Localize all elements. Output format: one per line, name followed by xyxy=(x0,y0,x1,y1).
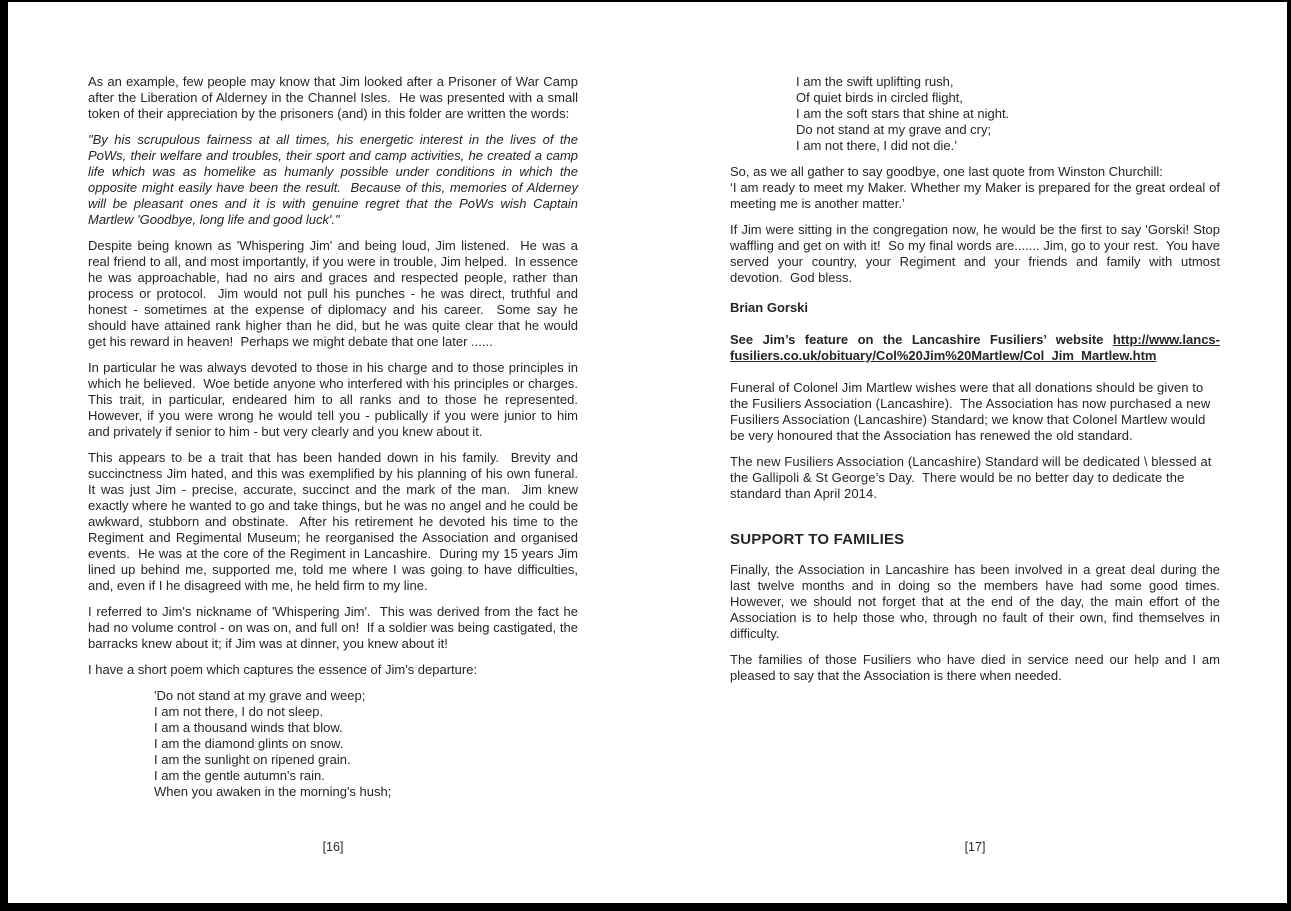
paragraph-pow-camp: As an example, few people may know that Jim looked after a Prisoner of War Camp after the Liberation of Alderney in the Channel Isles. He was presented with a small token of their appreciation by the prisoners (and) in this folder are written the words: xyxy=(88,74,582,121)
paragraph-nickname: I referred to Jim's nickname of 'Whispering Jim'. This was derived from the fact he had no volume control - on was on, and full on! If a soldier was being castigated, the barracks knew about it; if Jim was at dinner, you knew about it! xyxy=(88,604,582,651)
website-reference-text: See Jim’s feature on the Lancashire Fusiliers’ website xyxy=(730,332,1113,347)
section-heading-support-to-families: SUPPORT TO FAMILIES xyxy=(730,531,905,548)
poem-line: I am the soft stars that shine at night. xyxy=(796,106,1010,121)
poem-block-left xyxy=(154,688,578,800)
poem-line: I am not there, I do not sleep. xyxy=(154,704,324,719)
page-left xyxy=(88,74,586,810)
churchill-intro: So, as we all gather to say goodbye, one last quote from Winston Churchill: xyxy=(730,164,1163,179)
signature-brian-gorski: Brian Gorski xyxy=(730,300,809,315)
paragraph-finally: Finally, the Association in Lancashire has been involved in a great deal during the last twelve months and in doing so the members have had some good times. However, we should not forget that at the end of the day, the main effort of the Association is to help those who, through no fault of their own, find themselves in difficulty. xyxy=(730,562,1228,641)
page-number-17: [17] xyxy=(964,840,986,854)
book-spread xyxy=(8,2,1287,903)
poem-line: Do not stand at my grave and cry; xyxy=(796,122,992,137)
poem-line: I am the gentle autumn's rain. xyxy=(154,768,325,783)
page-right xyxy=(730,74,1228,694)
poem-block-right xyxy=(796,74,1220,154)
website-url-link[interactable]: http://www.lancs-fusiliers.co.uk/obituary/Col%20Jim%20Martlew/Col_Jim_Martlew.htm xyxy=(730,332,1220,363)
poem-line: Of quiet birds in circled flight, xyxy=(796,90,963,105)
paragraph-congregation: If Jim were sitting in the congregation now, he would be the first to say 'Gorski! Stop waffling and get on with it! So my final words are....... Jim, go to your rest. You have served your country, your Regiment and your friends and family with utmost devotion. God bless. xyxy=(730,222,1224,285)
paragraph-devoted: In particular he was always devoted to those in his charge and to those principles in which he believed. Woe betide anyone who interfered with his principles or charges. This trait, in particular, endeared him to all ranks and to those he represented. However, if you were wrong he would tell you - publically if you were junior to him and privately if senior to him - but very clearly and you knew about it. xyxy=(88,360,586,439)
poem-line: I am the sunlight on ripened grain. xyxy=(154,752,351,767)
poem-line: I am the diamond glints on snow. xyxy=(154,736,344,751)
poem-line: I am not there, I did not die.’ xyxy=(796,138,958,153)
page-number-16: [16] xyxy=(322,840,344,854)
website-reference xyxy=(730,332,1220,364)
churchill-quote: ‘I am ready to meet my Maker. Whether my Maker is prepared for the great ordeal of meeting me is another matter.’ xyxy=(730,180,1224,211)
paragraph-family-trait: This appears to be a trait that has been handed down in his family. Brevity and succinctness Jim hated, and this was exemplified by his planning of his own funeral. It was just Jim - precise, accurate, succinct and the mark of the man. Jim knew exactly where he wanted to go and take things, but he was no angel and he could be awkward, stubborn and obstinate. After his retirement he devoted his time to the Regiment and Regimental Museum; he reorganised the Association and organised events. He was at the core of the Regiment in Lancashire. During my 15 years Jim lined up behind me, supported me, told me where I was going to have difficulties, and, even if I he disagreed with me, he held firm to my line. xyxy=(88,450,586,593)
paragraph-whispering-jim: Despite being known as 'Whispering Jim' and being loud, Jim listened. He was a real friend to all, and most importantly, if you were in trouble, Jim helped. In essence he was approachable, had no airs and graces and respected people, rather than process or protocol. Jim would not pull his punches - he was direct, truthful and honest - sometimes at the expense of diplomacy and his career. Some say he should have attained rank higher than he did, but he was quite clear that he would get his reward in heaven! Perhaps we might debate that one later ...... xyxy=(88,238,582,349)
quote-alderney-paragraph: "By his scrupulous fairness at all times, his energetic interest in the lives of the PoWs, their welfare and troubles, their sport and camp activities, he created a camp life which was as homelike as humanly possible under conditions in which the opposite might easily have been the result. Because of this, memories of Alderney will be pleasant ones and it is with genuine regret that the PoWs wish Captain Martlew 'Goodbye, long life and good luck'." xyxy=(88,132,582,227)
poem-line: 'Do not stand at my grave and weep; xyxy=(154,688,366,703)
paragraph-new-standard: The new Fusiliers Association (Lancashire) Standard will be dedicated \ blessed at the Gallipoli & St George’s Day. There would be no better day to dedicate the standard than April 2014. xyxy=(730,454,1216,501)
paragraph-families: The families of those Fusiliers who have died in service need our help and I am pleased to say that the Association is there when needed. xyxy=(730,652,1224,683)
poem-line: When you awaken in the morning's hush; xyxy=(154,784,392,799)
poem-line: I am the swift uplifting rush, xyxy=(796,74,954,89)
poem-intro: I have a short poem which captures the essence of Jim's departure: xyxy=(88,662,478,677)
paragraph-funeral-donations: Funeral of Colonel Jim Martlew wishes were that all donations should be given to the Fusiliers Association (Lancashire). The Association has now purchased a new Fusiliers Association (Lancashire) Standard; we know that Colonel Martlew would be very honoured that the Association has renewed the old standard. xyxy=(730,380,1215,443)
poem-line: I am a thousand winds that blow. xyxy=(154,720,343,735)
